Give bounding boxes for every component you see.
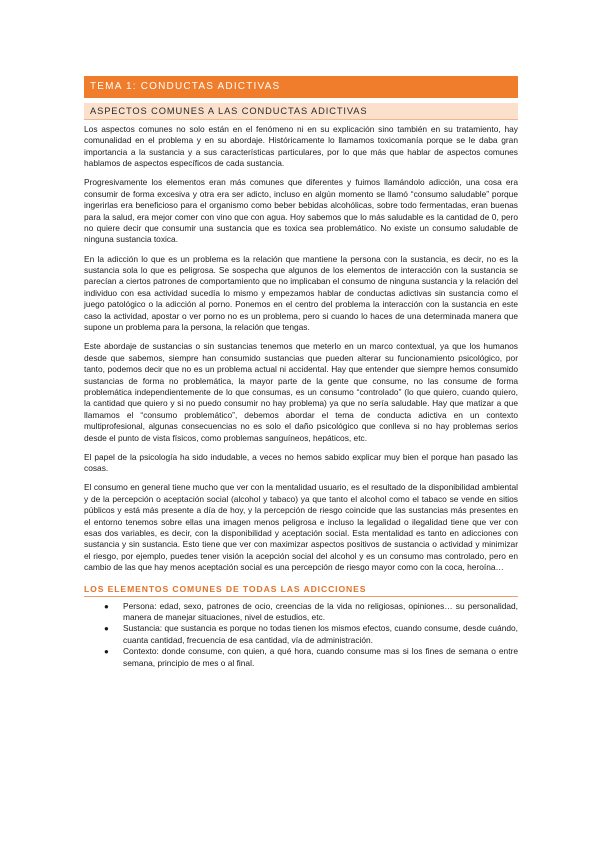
paragraph: El consumo en general tiene mucho que ver con la mentalidad usuario, es el resultado de la disponibilidad ambiental y de la percepción o aceptación social (alcohol y tabaco) ya que tanto el alcohol como el tabaco se vende en sitios públicos y está más presente a día de hoy, y la percepción de riesgo coincide que las sustancias más presentes en el entorno tenemos sobre ellas una imagen menos peligrosa e incluso la legalidad o ilegalidad tiene que ver con esas dos variables, es decir, con la disponibilidad y aceptación social. Esta mentalidad es tanto en adicciones con sustancia y sin sustancia. Esto tiene que ver con maximizar aspectos positivos de sustancia o actividad y minimizar el riesgo, por ejemplo, puedes tener visión la acepción social del alcohol y es un consumo mas controlado, pero en cambio de las que hay menos aceptación social es una percepción de riesgo mayor como con la coca, heroína… [84, 482, 518, 573]
body-text [84, 124, 518, 574]
paragraph: En la adicción lo que es un problema es la relación que mantiene la persona con la sustancia, es decir, no es la sustancia sola lo que es peligrosa. Se sospecha que algunos de los elementos de interacción con la sustancia se parecían a ciertos patrones de comportamiento que no implicaban el consumo de ninguna sustancia y la relación del individuo con esa actividad sucedía lo mismo y empezamos hablar de conductas adictivas sin sustancia como el juego patológico o la adicción al porno. Ponemos en el centro del problema la interacción con la sustancia en este caso la actividad, apostar o ver porno no es un problema, pero si cuando lo haces de una determinada manera que supone un problema para la persona, la relación que tengas. [84, 253, 518, 333]
list-item [84, 601, 518, 624]
list-item [84, 623, 518, 646]
page-title: TEMA 1: CONDUCTAS ADICTIVAS [84, 76, 518, 98]
bullet-icon: ● [104, 624, 109, 634]
document-page [84, 76, 518, 669]
paragraph: Progresivamente los elementos eran más comunes que diferentes y fuimos llamándolo adicción, una cosa era consumir de forma excesiva y otra era ser adicto, incluso en algún momento se llamó “consumo saludable” porque ingerirlas era beneficioso para el organismo como beber bebidas alcohólicas, sobre todo fermentadas, eran buenas para la salud, era mejor comer con vino que con agua. Hoy sabemos que lo más saludable es la cantidad de 0, pero no quiere decir que consumir una sustancia que es toxica sea problemático. No existe un consumo saludable de ninguna sustancia toxica. [84, 177, 518, 245]
bullet-icon: ● [104, 647, 109, 657]
bullet-icon: ● [104, 601, 109, 611]
section-heading: ASPECTOS COMUNES A LAS CONDUCTAS ADICTIVAS [84, 103, 518, 120]
paragraph: El papel de la psicología ha sido indudable, a veces no hemos sabido explicar muy bien el porque han pasado las cosas. [84, 451, 518, 474]
list-item-text: Contexto: donde consume, con quien, a qué hora, cuando consume mas si los fines de semana o entre semana, principio de mes o al final. [123, 646, 518, 668]
bullet-list [84, 601, 518, 669]
list-item [84, 646, 518, 669]
paragraph: Este abordaje de sustancias o sin sustancias tenemos que meterlo en un marco contextual, ya que los humanos desde que sabemos, siempre han consumido sustancias que pueden alterar su funcionamiento psicológico, por tanto, podemos decir que no es un problema actual ni accidental. Hay que entender que siempre hemos consumido sustancias de forma no problemática, la mayor parte de la gente que consume, no las consume de forma problemática independientemente de lo que consumas, es un consumo “controlado” (lo que quiero, cuando quiero, la cantidad que quiero y si no puedo consumir no hay problema) ya que no sería saludable. Hay que matizar a que llamamos el “consumo problemático”, debemos abordar el tema de conducta adictiva en un contexto multiprofesional, algunas consecuencias no es solo el daño psicológico que conlleva si no hay problemas serios desde el punto de vista físicos, como problemas sanguíneos, hepáticos, etc. [84, 341, 518, 443]
list-item-text: Persona: edad, sexo, patrones de ocio, creencias de la vida no religiosas, opiniones… su personalidad, manera de manejar situaciones, nivel de estudios, etc. [123, 600, 518, 623]
list-item-text: Sustancia: que sustancia es porque no todas tienen los mismos efectos, cuando consume, desde cuándo, cuanta cantidad, frecuencia de esa cantidad, vía de administración. [123, 623, 518, 645]
paragraph: Los aspectos comunes no solo están en el fenómeno ni en su explicación sino también en su tratamiento, hay comunalidad en el problema y en su abordaje. Históricamente lo llamamos toxicomanía porque se le daba gran importancia a la sustancia y a sus características particulares, por lo que más que hablar de aspectos comunes hablamos de aspectos específicos de cada sustancia. [84, 124, 518, 169]
subsection-heading: LOS ELEMENTOS COMUNES DE TODAS LAS ADICCIONES [84, 584, 518, 597]
